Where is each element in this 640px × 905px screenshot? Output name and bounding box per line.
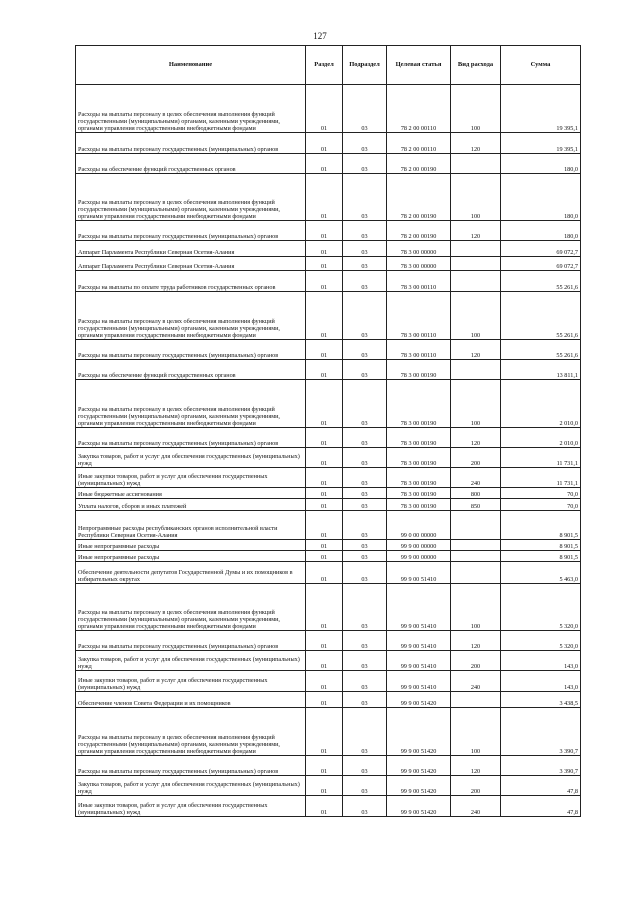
table-row (76, 776, 581, 796)
table-row (76, 499, 581, 511)
row-statya: 78 3 00 00190 (387, 448, 451, 468)
table-row (76, 540, 581, 551)
row-razdel: 01 (306, 551, 343, 562)
row-podrazdel: 03 (343, 360, 387, 380)
row-summa: 8 901,5 (501, 551, 581, 562)
row-podrazdel: 03 (343, 511, 387, 540)
row-vid: 100 (451, 292, 501, 340)
row-statya: 99 9 00 51420 (387, 776, 451, 796)
row-name: Расходы на выплаты персоналу государственных (муниципальных) органов (76, 428, 306, 448)
row-razdel: 01 (306, 756, 343, 776)
table-row (76, 174, 581, 221)
row-statya: 78 2 00 00190 (387, 174, 451, 221)
row-vid: 200 (451, 448, 501, 468)
row-summa: 70,0 (501, 499, 581, 511)
row-summa: 69 072,7 (501, 241, 581, 257)
row-summa: 8 901,5 (501, 511, 581, 540)
row-statya: 99 9 00 51420 (387, 796, 451, 817)
row-name: Расходы на обеспечение функций государственных органов (76, 154, 306, 174)
row-statya: 78 2 00 00190 (387, 154, 451, 174)
row-summa: 180,0 (501, 221, 581, 241)
row-name: Уплата налогов, сборов и иных платежей (76, 499, 306, 511)
row-razdel: 01 (306, 540, 343, 551)
row-razdel: 01 (306, 380, 343, 428)
row-name: Расходы на выплаты персоналу государственных (муниципальных) органов (76, 133, 306, 154)
row-summa: 143,0 (501, 671, 581, 692)
table-row (76, 257, 581, 271)
column-header-razdel: Раздел (306, 46, 343, 85)
table-row (76, 692, 581, 708)
row-summa: 2 010,0 (501, 380, 581, 428)
row-summa: 5 463,0 (501, 562, 581, 584)
row-statya: 78 3 00 00190 (387, 499, 451, 511)
row-statya: 78 3 00 00190 (387, 488, 451, 499)
row-razdel: 01 (306, 133, 343, 154)
row-vid (451, 360, 501, 380)
column-header-summa: Сумма (501, 46, 581, 85)
row-podrazdel: 03 (343, 257, 387, 271)
row-vid (451, 257, 501, 271)
row-podrazdel: 03 (343, 551, 387, 562)
row-summa: 55 261,6 (501, 271, 581, 292)
table-row (76, 448, 581, 468)
row-podrazdel: 03 (343, 133, 387, 154)
row-statya: 99 9 00 51420 (387, 708, 451, 756)
row-podrazdel: 03 (343, 154, 387, 174)
row-vid: 200 (451, 651, 501, 671)
row-vid: 120 (451, 631, 501, 651)
row-podrazdel: 03 (343, 540, 387, 551)
row-razdel: 01 (306, 631, 343, 651)
row-vid (451, 562, 501, 584)
row-razdel: 01 (306, 271, 343, 292)
row-name: Иные закупки товаров, работ и услуг для обеспечения государственных (муниципальных) нужд (76, 468, 306, 488)
table-row (76, 292, 581, 340)
row-vid: 120 (451, 221, 501, 241)
row-razdel: 01 (306, 776, 343, 796)
row-vid: 100 (451, 380, 501, 428)
row-statya: 99 9 00 51410 (387, 631, 451, 651)
row-razdel: 01 (306, 340, 343, 360)
row-vid: 120 (451, 756, 501, 776)
row-podrazdel: 03 (343, 488, 387, 499)
table-row (76, 271, 581, 292)
row-name: Обеспечение членов Совета Федерации и их помощников (76, 692, 306, 708)
page-number: 127 (313, 31, 327, 41)
row-statya: 78 2 00 00110 (387, 85, 451, 133)
row-statya: 99 9 00 51410 (387, 562, 451, 584)
budget-table (75, 45, 581, 817)
row-vid (451, 551, 501, 562)
row-vid (451, 692, 501, 708)
row-summa: 19 395,1 (501, 133, 581, 154)
row-name: Расходы на выплаты персоналу в целях обеспечения выполнения функций государственными (муниципальными) органами, казенными учреждениями, органами управления государственными внебюджетными фондами (76, 708, 306, 756)
row-vid: 240 (451, 671, 501, 692)
row-statya: 78 3 00 00190 (387, 428, 451, 448)
row-razdel: 01 (306, 174, 343, 221)
row-statya: 99 9 00 00000 (387, 540, 451, 551)
row-podrazdel: 03 (343, 292, 387, 340)
row-vid: 100 (451, 584, 501, 631)
table-row (76, 562, 581, 584)
row-podrazdel: 03 (343, 499, 387, 511)
row-statya: 78 3 00 00110 (387, 340, 451, 360)
row-vid: 240 (451, 796, 501, 817)
row-podrazdel: 03 (343, 584, 387, 631)
row-vid: 120 (451, 133, 501, 154)
row-summa: 5 320,0 (501, 631, 581, 651)
row-statya: 99 9 00 51420 (387, 756, 451, 776)
row-statya: 78 3 00 00110 (387, 292, 451, 340)
table-row (76, 85, 581, 133)
row-razdel: 01 (306, 708, 343, 756)
row-podrazdel: 03 (343, 796, 387, 817)
table-row (76, 756, 581, 776)
row-name: Иные бюджетные ассигнования (76, 488, 306, 499)
row-podrazdel: 03 (343, 651, 387, 671)
table-row (76, 796, 581, 817)
row-summa: 70,0 (501, 488, 581, 499)
table-row (76, 468, 581, 488)
table-row (76, 241, 581, 257)
row-name: Обеспечение деятельности депутатов Государственной Думы и их помощников в избирательных округах (76, 562, 306, 584)
row-vid (451, 271, 501, 292)
table-row (76, 551, 581, 562)
row-vid: 120 (451, 428, 501, 448)
table-row (76, 631, 581, 651)
table-row (76, 708, 581, 756)
row-statya: 99 9 00 51410 (387, 671, 451, 692)
table-header-row (76, 46, 581, 85)
row-summa: 47,8 (501, 776, 581, 796)
column-header-podrazdel: Подраздел (343, 46, 387, 85)
row-vid: 200 (451, 776, 501, 796)
row-name: Иные закупки товаров, работ и услуг для обеспечения государственных (муниципальных) нужд (76, 796, 306, 817)
row-vid (451, 154, 501, 174)
row-summa: 180,0 (501, 154, 581, 174)
row-podrazdel: 03 (343, 340, 387, 360)
row-razdel: 01 (306, 651, 343, 671)
row-statya: 78 3 00 00000 (387, 257, 451, 271)
row-razdel: 01 (306, 85, 343, 133)
row-razdel: 01 (306, 671, 343, 692)
row-podrazdel: 03 (343, 776, 387, 796)
row-name: Расходы на выплаты персоналу государственных (муниципальных) органов (76, 631, 306, 651)
column-header-name: Наименование (76, 46, 306, 85)
row-vid (451, 241, 501, 257)
table-row (76, 133, 581, 154)
row-razdel: 01 (306, 428, 343, 448)
table-row (76, 221, 581, 241)
table-row (76, 154, 581, 174)
row-summa: 3 390,7 (501, 708, 581, 756)
table-row (76, 380, 581, 428)
row-statya: 78 2 00 00190 (387, 221, 451, 241)
table-row (76, 651, 581, 671)
column-header-statya: Целевая статья (387, 46, 451, 85)
row-name: Иные непрограммные расходы (76, 551, 306, 562)
row-statya: 99 9 00 51420 (387, 692, 451, 708)
row-razdel: 01 (306, 448, 343, 468)
table-row (76, 360, 581, 380)
row-razdel: 01 (306, 241, 343, 257)
row-name: Закупка товаров, работ и услуг для обеспечения государственных (муниципальных) нужд (76, 651, 306, 671)
row-statya: 99 9 00 51410 (387, 651, 451, 671)
row-podrazdel: 03 (343, 85, 387, 133)
row-summa: 2 010,0 (501, 428, 581, 448)
row-summa: 11 731,1 (501, 468, 581, 488)
row-name: Аппарат Парламента Республики Северная Осетия-Алания (76, 257, 306, 271)
row-podrazdel: 03 (343, 448, 387, 468)
row-razdel: 01 (306, 796, 343, 817)
row-vid: 100 (451, 174, 501, 221)
row-name: Расходы на выплаты персоналу государственных (муниципальных) органов (76, 340, 306, 360)
row-razdel: 01 (306, 257, 343, 271)
row-statya: 99 0 00 00000 (387, 511, 451, 540)
row-razdel: 01 (306, 584, 343, 631)
row-summa: 180,0 (501, 174, 581, 221)
row-vid: 800 (451, 488, 501, 499)
row-summa: 19 395,1 (501, 85, 581, 133)
row-razdel: 01 (306, 562, 343, 584)
row-podrazdel: 03 (343, 631, 387, 651)
row-razdel: 01 (306, 468, 343, 488)
row-name: Расходы на обеспечение функций государственных органов (76, 360, 306, 380)
row-summa: 5 320,0 (501, 584, 581, 631)
row-statya: 78 3 00 00110 (387, 271, 451, 292)
row-summa: 143,0 (501, 651, 581, 671)
row-podrazdel: 03 (343, 671, 387, 692)
table-row (76, 488, 581, 499)
row-podrazdel: 03 (343, 428, 387, 448)
row-vid: 240 (451, 468, 501, 488)
row-name: Расходы на выплаты персоналу в целях обеспечения выполнения функций государственными (муниципальными) органами, казенными учреждениями, органами управления государственными внебюджетными фондами (76, 292, 306, 340)
row-vid (451, 511, 501, 540)
row-name: Расходы на выплаты персоналу в целях обеспечения выполнения функций государственными (муниципальными) органами, казенными учреждениями, органами управления государственными внебюджетными фондами (76, 380, 306, 428)
row-summa: 11 731,1 (501, 448, 581, 468)
row-name: Расходы на выплаты по оплате труда работников государственных органов (76, 271, 306, 292)
row-name: Иные непрограммные расходы (76, 540, 306, 551)
row-podrazdel: 03 (343, 174, 387, 221)
row-summa: 55 261,6 (501, 340, 581, 360)
row-name: Расходы на выплаты персоналу в целях обеспечения выполнения функций государственными (муниципальными) органами, казенными учреждениями, органами управления государственными внебюджетными фондами (76, 85, 306, 133)
row-statya: 78 2 00 00110 (387, 133, 451, 154)
row-vid: 100 (451, 708, 501, 756)
row-vid: 120 (451, 340, 501, 360)
row-vid: 850 (451, 499, 501, 511)
table-row (76, 428, 581, 448)
row-summa: 47,8 (501, 796, 581, 817)
column-header-vid: Вид расхода (451, 46, 501, 85)
row-summa: 3 390,7 (501, 756, 581, 776)
row-summa: 69 072,7 (501, 257, 581, 271)
row-razdel: 01 (306, 488, 343, 499)
row-podrazdel: 03 (343, 708, 387, 756)
row-podrazdel: 03 (343, 221, 387, 241)
row-razdel: 01 (306, 292, 343, 340)
row-vid (451, 540, 501, 551)
row-podrazdel: 03 (343, 380, 387, 428)
row-name: Закупка товаров, работ и услуг для обеспечения государственных (муниципальных) нужд (76, 776, 306, 796)
table-body (76, 85, 581, 817)
row-name: Аппарат Парламента Республики Северная Осетия-Алания (76, 241, 306, 257)
row-name: Расходы на выплаты персоналу государственных (муниципальных) органов (76, 756, 306, 776)
row-podrazdel: 03 (343, 271, 387, 292)
row-statya: 99 9 00 00000 (387, 551, 451, 562)
row-name: Расходы на выплаты персоналу государственных (муниципальных) органов (76, 221, 306, 241)
row-statya: 78 3 00 00000 (387, 241, 451, 257)
row-name: Иные закупки товаров, работ и услуг для обеспечения государственных (муниципальных) нужд (76, 671, 306, 692)
row-podrazdel: 03 (343, 468, 387, 488)
table-row (76, 511, 581, 540)
row-summa: 3 438,5 (501, 692, 581, 708)
row-razdel: 01 (306, 360, 343, 380)
row-razdel: 01 (306, 692, 343, 708)
row-statya: 78 3 00 00190 (387, 360, 451, 380)
table-row (76, 671, 581, 692)
row-statya: 99 9 00 51410 (387, 584, 451, 631)
row-name: Непрограммные расходы республиканских органов исполнительной власти Республики Северная Осетия-Алания (76, 511, 306, 540)
row-name: Расходы на выплаты персоналу в целях обеспечения выполнения функций государственными (муниципальными) органами, казенными учреждениями, органами управления государственными внебюджетными фондами (76, 174, 306, 221)
row-name: Расходы на выплаты персоналу в целях обеспечения выполнения функций государственными (муниципальными) органами, казенными учреждениями, органами управления государственными внебюджетными фондами (76, 584, 306, 631)
row-razdel: 01 (306, 154, 343, 174)
row-razdel: 01 (306, 499, 343, 511)
row-summa: 8 901,5 (501, 540, 581, 551)
row-razdel: 01 (306, 511, 343, 540)
row-summa: 55 261,6 (501, 292, 581, 340)
row-podrazdel: 03 (343, 756, 387, 776)
table-row (76, 340, 581, 360)
row-statya: 78 3 00 00190 (387, 380, 451, 428)
row-vid: 100 (451, 85, 501, 133)
table-row (76, 584, 581, 631)
row-razdel: 01 (306, 221, 343, 241)
row-podrazdel: 03 (343, 692, 387, 708)
row-summa: 13 811,1 (501, 360, 581, 380)
row-name: Закупка товаров, работ и услуг для обеспечения государственных (муниципальных) нужд (76, 448, 306, 468)
row-statya: 78 3 00 00190 (387, 468, 451, 488)
row-podrazdel: 03 (343, 562, 387, 584)
row-podrazdel: 03 (343, 241, 387, 257)
